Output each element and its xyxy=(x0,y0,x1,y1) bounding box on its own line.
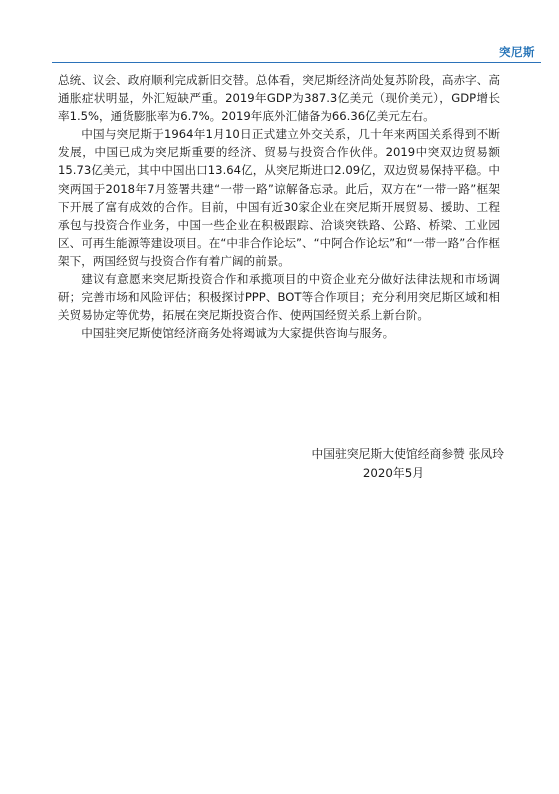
page-header xyxy=(0,0,559,66)
paragraph-service-offer: 中国驻突尼斯使馆经济商务处将竭诚为大家提供咨询与服务。 xyxy=(81,326,395,341)
paragraph-continued: 总统、议会、政府顺利完成新旧交替。总体看，突尼斯经济尚处复苏阶段，高赤字、高通胀症状明显，外汇短缺严重。2019年GDP为387.3亿美元（现价美元），GDP增长率1.5%，通货膨胀率为6.7%。2019年底外汇储备为66.36亿美元左右。 xyxy=(58,73,500,124)
document-body xyxy=(58,71,500,342)
signature-name: 中国驻突尼斯大使馆经商参赞 张凤玲 xyxy=(311,447,504,461)
paragraph-recommendations: 建议有意愿来突尼斯投资合作和承揽项目的中资企业充分做好法律法规和市场调研；完善市场和风险评估；积极探讨PPP、BOT等合作项目；充分利用突尼斯区域和相关贸易协定等优势，拓展在突尼斯投资合作、使两国经贸关系上新台阶。 xyxy=(58,272,500,323)
section-title: 突尼斯 xyxy=(499,45,535,59)
signature-date: 2020年5月 xyxy=(362,466,424,480)
header-divider xyxy=(52,62,541,63)
paragraph-bilateral-relations: 中国与突尼斯于1964年1月10日正式建立外交关系，几十年来两国关系得到不断发展，中国已成为突尼斯重要的经济、贸易与投资合作伙伴。2019中突双边贸易额15.73亿美元，其中中国出口13.64亿，从突尼斯进口2.09亿，双边贸易保持平稳。中突两国于2018年7月签署共建“一带一路”谅解备忘录。此后，双方在“一带一路”框架下开展了富有成效的合作。目前，中国有近30家企业在突尼斯开展贸易、援助、工程承包与投资合作业务，中国一些企业在积极跟踪、洽谈突铁路、公路、桥梁、工业园区、可再生能源等建设项目。在“中非合作论坛”、“中阿合作论坛”和“一带一路”合作框架下，两国经贸与投资合作有着广阔的前景。 xyxy=(58,127,500,268)
